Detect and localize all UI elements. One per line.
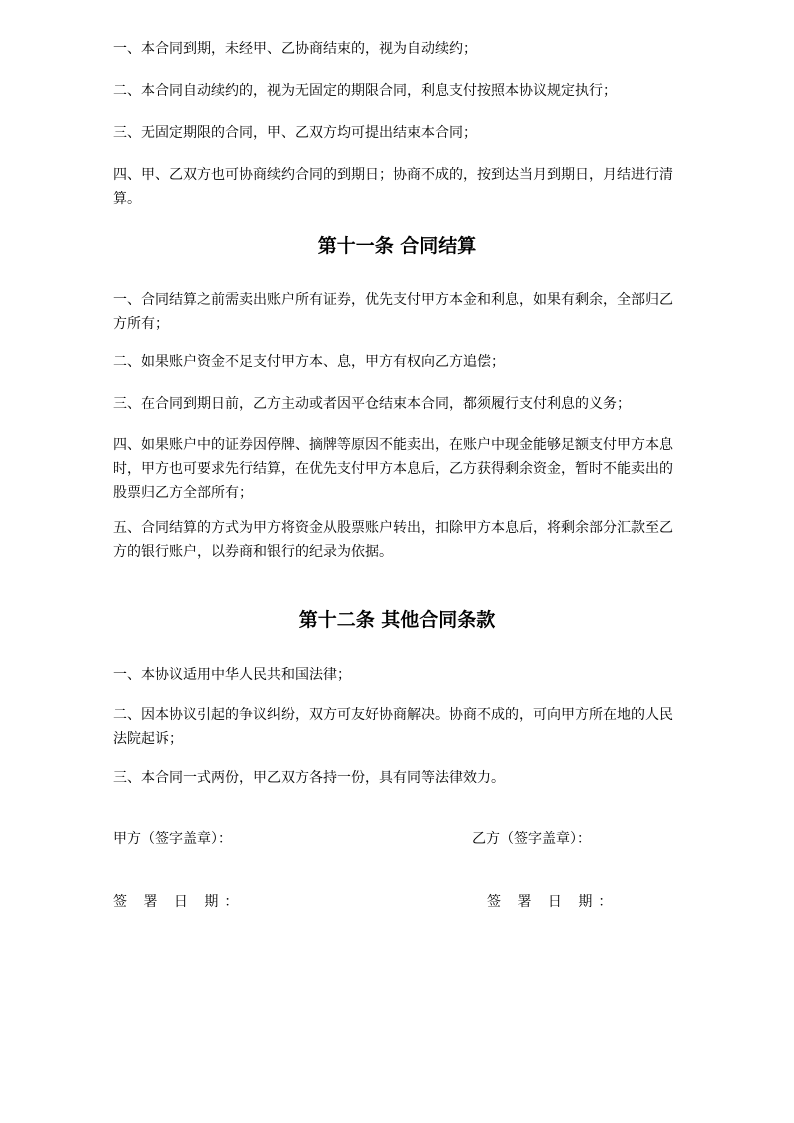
clause-12-1: 一、本协议适用中华人民共和国法律； — [113, 667, 351, 683]
party-b-date-label: 签 署 日 期： — [487, 894, 619, 910]
party-a-date-label: 签 署 日 期： — [113, 894, 245, 910]
clause-11-5: 五、合同结算的方式为甲方将资金从股票账户转出，扣除甲方本息后，将剩余部分汇款至乙方的银行账户，以券商和银行的纪录为依据。 — [113, 520, 673, 560]
clause-10-2: 二、本合同自动续约的，视为无固定的期限合同，利息支付按照本协议规定执行； — [113, 83, 617, 99]
clause-12-3: 三、本合同一式两份，甲乙双方各持一份，具有同等法律效力。 — [113, 770, 505, 786]
party-a-signature-label: 甲方（签字盖章）： — [113, 831, 232, 847]
clause-12-2: 二、因本协议引起的争议纠纷，双方可友好协商解决。协商不成的，可向甲方所在地的人民法院起诉； — [113, 707, 673, 747]
clause-11-3: 三、在合同到期日前，乙方主动或者因平仓结束本合同，都须履行支付利息的义务； — [113, 396, 631, 412]
clause-11-4: 四、如果账户中的证券因停牌、摘牌等原因不能卖出，在账户中现金能够足额支付甲方本息时，甲方也可要求先行结算，在优先支付甲方本息后，乙方获得剩余资金，暂时不能卖出的股票归乙方全部所有； — [113, 437, 673, 501]
clause-11-1: 一、合同结算之前需卖出账户所有证券，优先支付甲方本金和利息，如果有剩余，全部归乙方所有； — [113, 292, 673, 332]
clause-10-4: 四、甲、乙双方也可协商续约合同的到期日；协商不成的，按到达当月到期日，月结进行清算。 — [113, 167, 673, 207]
clause-10-3: 三、无固定期限的合同，甲、乙双方均可提出结束本合同； — [113, 125, 477, 141]
clause-11-2: 二、如果账户资金不足支付甲方本、息，甲方有权向乙方追偿； — [113, 354, 505, 370]
section-12-title: 第十二条 其他合同条款 — [298, 609, 496, 631]
party-b-signature-label: 乙方（签字盖章）： — [472, 831, 591, 847]
section-11-title: 第十一条 合同结算 — [317, 235, 477, 257]
clause-10-1: 一、本合同到期，未经甲、乙协商结束的，视为自动续约； — [113, 41, 477, 57]
